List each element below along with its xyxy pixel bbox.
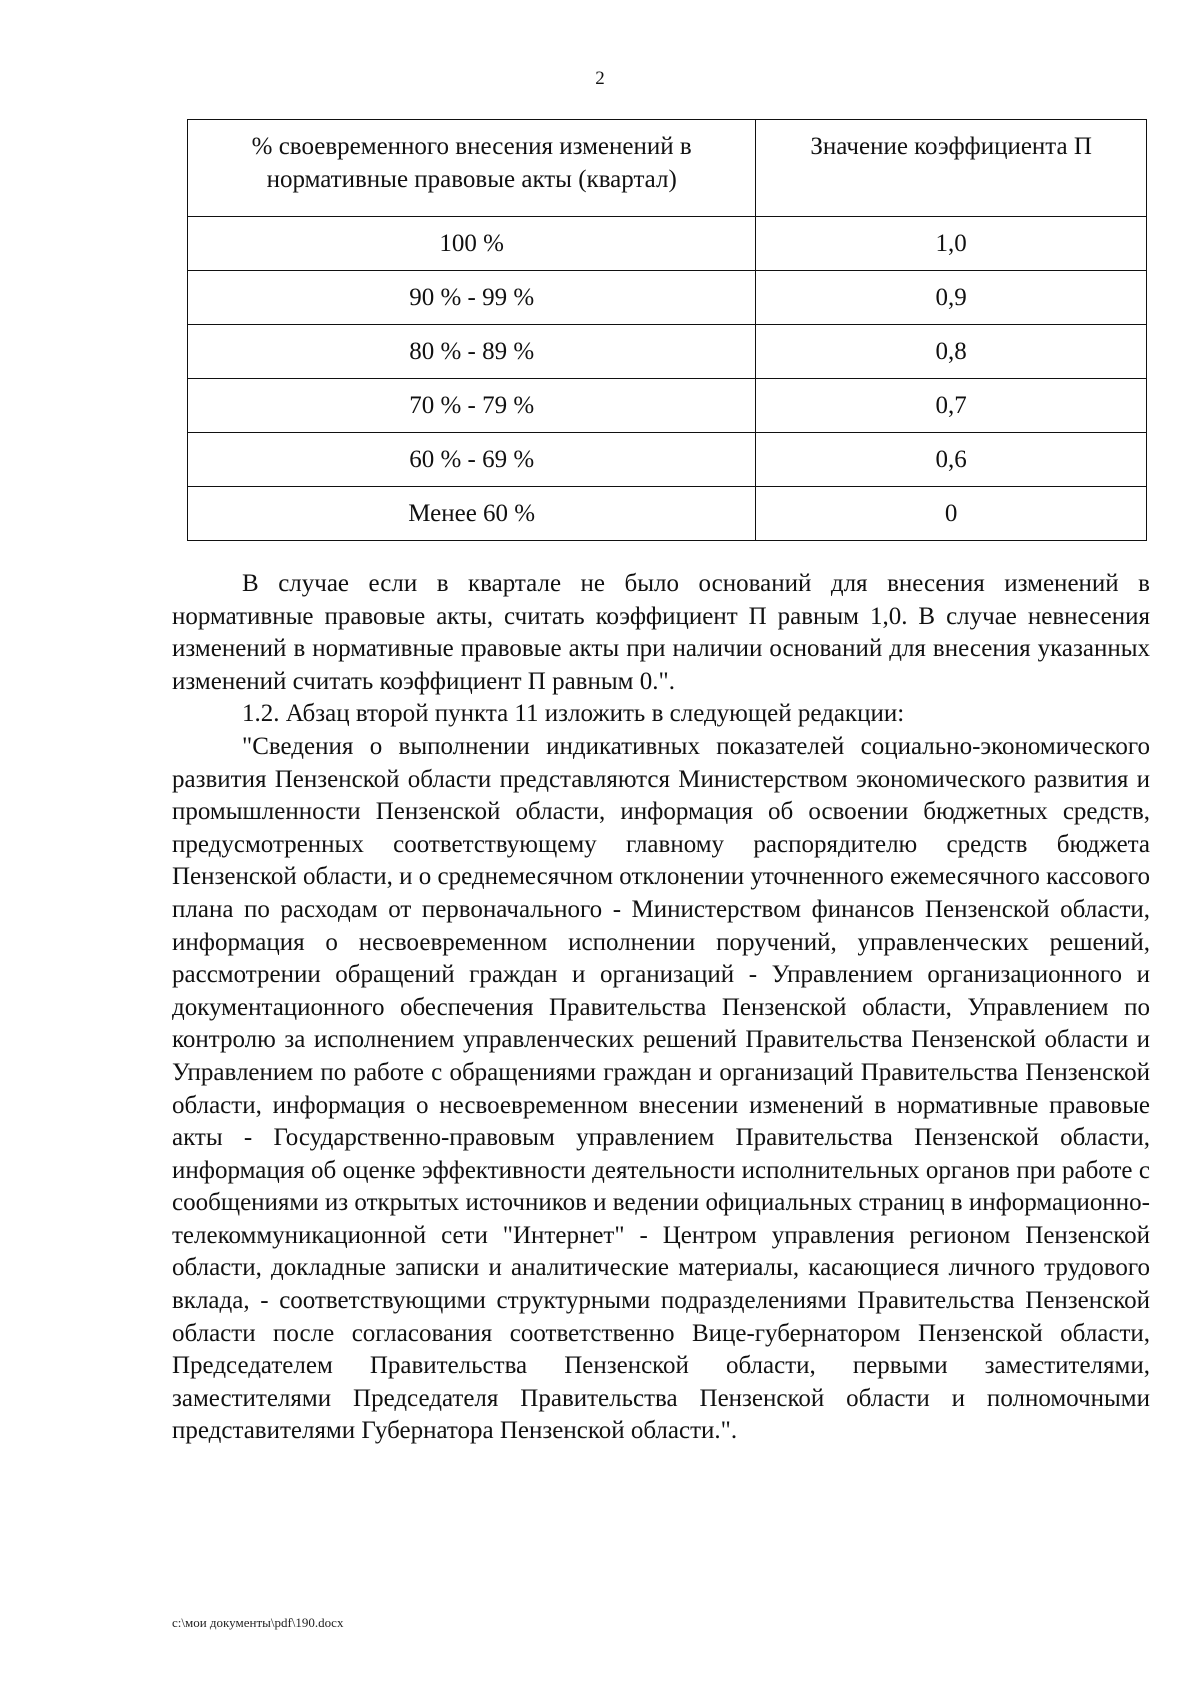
table-header-row bbox=[188, 120, 1147, 217]
cell-coefficient: 0,6 bbox=[756, 433, 1147, 487]
coefficient-table bbox=[187, 119, 1147, 541]
table-row bbox=[188, 379, 1147, 433]
page-number: 2 bbox=[595, 68, 605, 89]
header-coefficient: Значение коэффициента П bbox=[756, 120, 1147, 217]
table-row bbox=[188, 271, 1147, 325]
cell-percent: 100 % bbox=[188, 217, 756, 271]
table-row bbox=[188, 487, 1147, 541]
document-body bbox=[172, 568, 1150, 1448]
cell-percent: 90 % - 99 % bbox=[188, 271, 756, 325]
cell-coefficient: 0,8 bbox=[756, 325, 1147, 379]
cell-percent: Менее 60 % bbox=[188, 487, 756, 541]
table-row bbox=[188, 325, 1147, 379]
cell-coefficient: 0,9 bbox=[756, 271, 1147, 325]
paragraph-amendment-heading: 1.2. Абзац второй пункта 11 изложить в следующей редакции: bbox=[242, 700, 905, 728]
paragraph-amendment-text: "Сведения о выполнении индикативных показателей социально-экономического развития Пензенской области представляются Министерством экономического развития и промышленности Пензенской области, информация об освоении бюджетных средств, предусмотренных соответствующему главному распорядителю средств бюджета Пензенской области, и о среднемесячном отклонении уточненного ежемесячного кассового плана по расходам от первоначального - Министерством финансов Пензенской области, информация о несвоевременном исполнении поручений, управленческих решений, рассмотрении обращений граждан и организаций - Управлением организационного и документационного обеспечения Правительства Пензенской области, Управлением по контролю за исполнением управленческих решений Правительства Пензенской области и Управлением по работе с обращениями граждан и организаций Правительства Пензенской области, информация о несвоевременном внесении изменений в нормативные правовые акты - Государственно-правовым управлением Правительства Пензенской области, информация об оценке эффективности деятельности исполнительных органов при работе с сообщениями из открытых источников и ведении официальных страниц в информационно-телекоммуникационной сети "Интернет" - Центром управления регионом Пензенской области, докладные записки и аналитические материалы, касающиеся личного трудового вклада, - соответствующими структурными подразделениями Правительства Пензенской области после согласования соответственно Вице-губернатором Пензенской области, Председателем Правительства Пензенской области, первыми заместителями, заместителями Председателя Правительства Пензенской области и полномочными представителями Губернатора Пензенской области.". bbox=[172, 732, 1150, 1445]
cell-percent: 80 % - 89 % bbox=[188, 325, 756, 379]
cell-coefficient: 0,7 bbox=[756, 379, 1147, 433]
table-row bbox=[188, 217, 1147, 271]
header-percent: % своевременного внесения изменений в нормативные правовые акты (квартал) bbox=[188, 120, 756, 217]
cell-coefficient: 0 bbox=[756, 487, 1147, 541]
cell-coefficient: 1,0 bbox=[756, 217, 1147, 271]
cell-percent: 70 % - 79 % bbox=[188, 379, 756, 433]
table-row bbox=[188, 433, 1147, 487]
paragraph-coefficient-note: В случае если в квартале не было оснований для внесения изменений в нормативные правовые акты, считать коэффициент П равным 1,0. В случае невнесения изменений в нормативные правовые акты при наличии оснований для внесения указанных изменений считать коэффициент П равным 0.". bbox=[172, 570, 1150, 695]
cell-percent: 60 % - 69 % bbox=[188, 433, 756, 487]
footer-file-path: c:\мои документы\pdf\190.docx bbox=[172, 1615, 344, 1630]
